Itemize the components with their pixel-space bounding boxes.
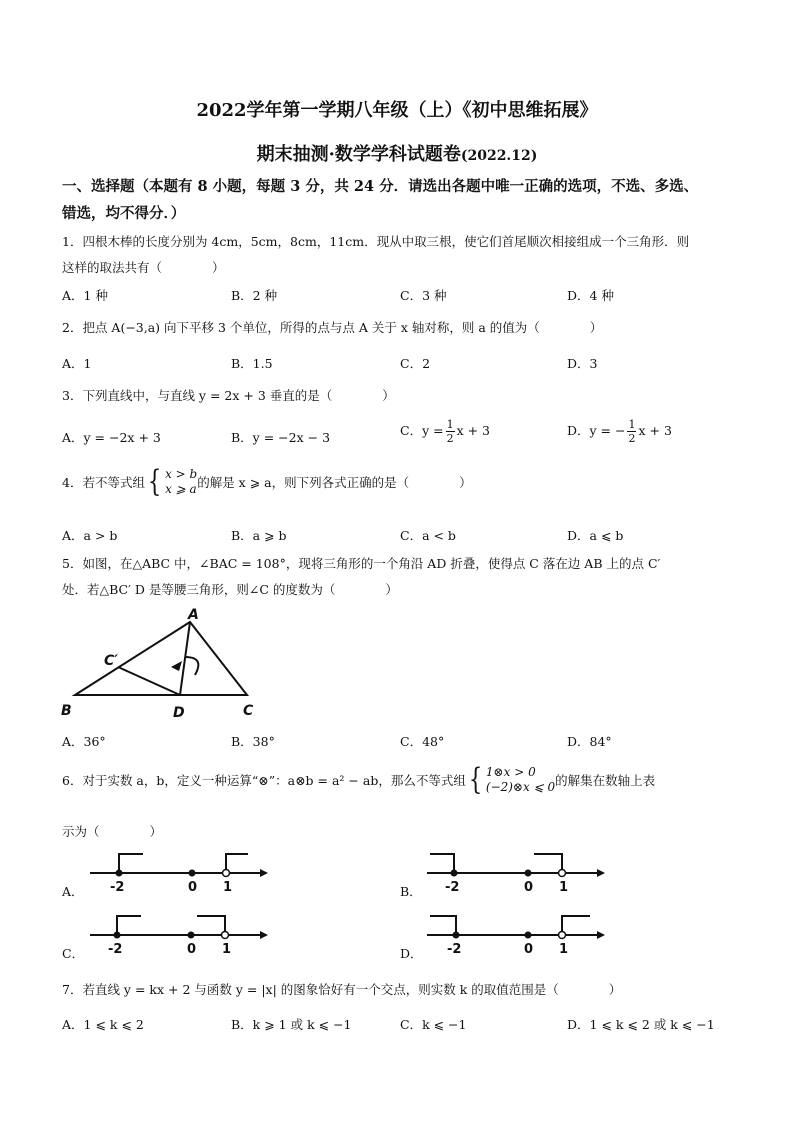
tick-label: 0: [188, 880, 198, 895]
q3-option-a[interactable]: A．y = −2x + 3: [62, 430, 161, 445]
q6-option-c-numberline[interactable]: [85, 910, 270, 958]
q5-option-a[interactable]: A．36°: [62, 734, 106, 749]
q4-option-a[interactable]: A．a > b: [62, 528, 118, 543]
q1-text-line1: 1．四根木棒的长度分别为 4cm，5cm，8cm，11cm．现从中取三根，使它们首尾顺次相接组成一个三角形．则: [62, 234, 690, 249]
q4-option-c[interactable]: C．a < b: [400, 528, 456, 543]
label-b: B: [61, 703, 72, 719]
q7-option-c[interactable]: C．k ⩽ −1: [400, 1017, 467, 1032]
q3-text: 3．下列直线中，与直线 y = 2x + 3 垂直的是（ ）: [62, 388, 395, 403]
q7-option-b[interactable]: B．k ⩾ 1 或 k ⩽ −1: [231, 1017, 352, 1032]
q1-option-c[interactable]: C．3 种: [400, 288, 447, 303]
point-hollow: [222, 932, 229, 939]
q5-option-c[interactable]: C．48°: [400, 734, 445, 749]
bracket-left: [430, 854, 454, 873]
q7-option-d[interactable]: D．1 ⩽ k ⩽ 2 或 k ⩽ −1: [567, 1017, 715, 1032]
q5-text-line1: 5．如图，在△ABC 中，∠BAC = 108°，现将三角形的一个角沿 AD 折叠，使得点 C 落在边 AB 上的点 C′: [62, 556, 661, 571]
point-hollow: [559, 870, 566, 877]
section-heading-line1: 一、选择题（本题有 8 小题，每题 3 分，共 24 分．请选出各题中唯一正确的选项，不选、多选、: [62, 178, 699, 195]
q7-option-a[interactable]: A．1 ⩽ k ⩽ 2: [62, 1017, 144, 1032]
q5-triangle-figure: [55, 605, 275, 725]
q3-option-d-suffix: x + 3: [638, 423, 672, 438]
tick-label: 1: [222, 942, 232, 957]
point-solid: [189, 870, 196, 877]
q2-option-a[interactable]: A．1: [62, 356, 92, 371]
point-hollow: [223, 870, 230, 877]
fold-arrow-curve: [185, 657, 198, 675]
q4-option-b[interactable]: B．a ⩾ b: [231, 528, 287, 543]
q2-text: 2．把点 A(−3,a) 向下平移 3 个单位，所得的点与点 A 关于 x 轴对称，则 a 的值为（ ）: [62, 320, 603, 335]
subtitle-main: 期末抽测·数学学科试题卷: [256, 144, 461, 165]
exam-subtitle: [0, 140, 794, 166]
q4-option-d[interactable]: D．a ⩽ b: [567, 528, 624, 543]
triangle-abc: [75, 622, 247, 695]
q6-option-a-label[interactable]: A．: [62, 884, 84, 899]
arrow-icon: [597, 869, 605, 877]
q6-suffix: 的解集在数轴上表: [555, 773, 656, 788]
q3-option-c[interactable]: [400, 418, 490, 445]
tick-label: 1: [559, 880, 569, 895]
arrow-icon: [260, 931, 268, 939]
q2-option-c[interactable]: C．2: [400, 356, 431, 371]
q4-suffix: 的解是 x ⩾ a，则下列各式正确的是（ ）: [197, 475, 472, 490]
exam-title: 2022学年第一学期八年级（上）《初中思维拓展》: [196, 100, 598, 121]
arrow-icon: [597, 931, 605, 939]
section-heading-line2: 错选，均不得分．）: [62, 205, 186, 222]
point-solid: [116, 870, 123, 877]
point-solid: [114, 932, 121, 939]
label-c: C: [243, 703, 254, 719]
q6-prefix: 6．对于实数 a，b，定义一种运算“⊗”：a⊗b = a² − ab，那么不等式组: [62, 773, 466, 788]
tick-label: 0: [524, 942, 534, 957]
fraction-half: [627, 418, 636, 445]
q6-option-d-numberline[interactable]: [422, 910, 607, 958]
point-solid: [525, 870, 532, 877]
tick-label: 0: [524, 880, 534, 895]
q7-text: 7．若直线 y = kx + 2 与函数 y = |x| 的图象恰好有一个交点，则实数 k 的取值范围是（ ）: [62, 982, 622, 997]
fold-arrow-icon: [171, 661, 182, 671]
bracket-right: [197, 916, 225, 935]
bracket-left: [430, 916, 456, 935]
q6-text-line2: 示为（ ）: [62, 824, 163, 839]
point-solid: [453, 932, 460, 939]
fraction-half: [446, 418, 455, 445]
fraction-numerator: 1: [446, 418, 454, 431]
q1-text-line2: 这样的取法共有（ ）: [62, 260, 225, 275]
tick-label: -2: [447, 942, 462, 957]
q4-inequality-system: [165, 467, 197, 497]
point-solid: [188, 932, 195, 939]
q1-option-a[interactable]: A．1 种: [62, 288, 108, 303]
brace-symbol: {: [147, 464, 162, 499]
label-a: A: [188, 607, 199, 623]
q2-option-d[interactable]: D．3: [567, 356, 598, 371]
tick-label: 0: [187, 942, 197, 957]
point-solid: [451, 870, 458, 877]
subtitle-date: (2022.12): [460, 148, 538, 164]
bracket-left: [119, 854, 143, 873]
brace-symbol: {: [468, 762, 483, 797]
q3-option-d-prefix: D．y = −: [567, 423, 626, 438]
q6-sys-line2: (−2)⊗x ⩽ 0: [485, 780, 556, 794]
q2-option-b[interactable]: B．1.5: [231, 356, 273, 371]
q4-prefix: 4．若不等式组: [62, 475, 145, 490]
tick-label: -2: [445, 880, 460, 895]
q6-option-b-label[interactable]: B．: [400, 884, 422, 899]
q5-option-b[interactable]: B．38°: [231, 734, 275, 749]
q3-option-c-suffix: x + 3: [456, 423, 491, 438]
tick-label: 1: [559, 942, 569, 957]
q4-text: [62, 464, 472, 499]
bracket-left: [117, 916, 141, 935]
q6-option-d-label[interactable]: D．: [400, 946, 423, 961]
q3-option-d[interactable]: [567, 418, 672, 445]
q6-option-a-numberline[interactable]: [85, 848, 270, 896]
bracket-right: [534, 854, 562, 873]
q6-option-b-numberline[interactable]: [422, 848, 607, 896]
q1-option-d[interactable]: D．4 种: [567, 288, 614, 303]
q5-option-d[interactable]: D．84°: [567, 734, 612, 749]
q1-option-b[interactable]: B．2 种: [231, 288, 278, 303]
bracket-right: [562, 916, 590, 935]
q3-option-b[interactable]: B．y = −2x − 3: [231, 430, 331, 445]
tick-label: -2: [110, 880, 125, 895]
fraction-denominator: 2: [446, 432, 454, 445]
fold-line-ad: [180, 622, 190, 695]
q6-option-c-label[interactable]: C．: [62, 946, 85, 961]
fraction-denominator: 2: [628, 432, 636, 445]
q6-inequality-system: [486, 765, 555, 795]
tick-label: -2: [108, 942, 123, 957]
q3-option-c-prefix: C．y =: [400, 423, 444, 438]
point-solid: [525, 932, 532, 939]
label-c-prime: C′: [104, 653, 118, 669]
q6-sys-line1: 1⊗x > 0: [485, 765, 536, 779]
fraction-numerator: 1: [628, 418, 636, 431]
segment-c1-d: [118, 667, 180, 695]
arrow-icon: [260, 869, 268, 877]
tick-label: 1: [223, 880, 233, 895]
q5-text-line2: 处．若△BC′ D 是等腰三角形，则∠C 的度数为（ ）: [62, 582, 398, 597]
bracket-right: [226, 854, 248, 873]
label-d: D: [173, 705, 185, 721]
q6-text: [62, 762, 656, 797]
q4-sys-line1: x > b: [165, 467, 198, 481]
point-hollow: [559, 932, 566, 939]
q4-sys-line2: x ⩾ a: [165, 482, 197, 496]
